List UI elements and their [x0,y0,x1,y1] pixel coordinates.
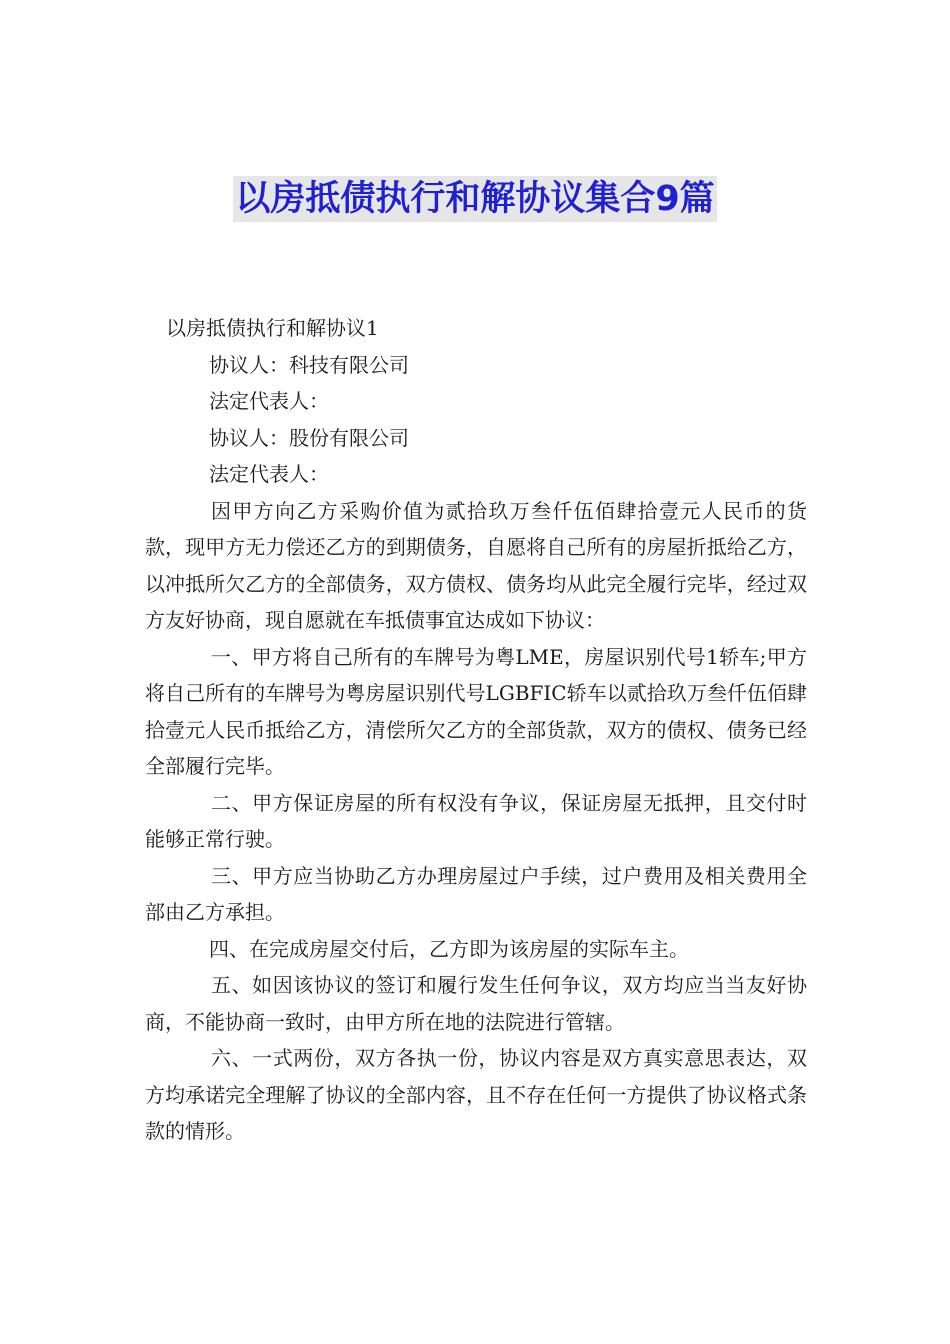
intro-paragraph: 因甲方向乙方采购价值为贰拾玖万叁仟伍佰肆拾壹元人民币的货款，现甲方无力偿还乙方的到期债务，自愿将自己所有的房屋折抵给乙方，以冲抵所欠乙方的全部债务，双方债权、债务均从此完全履行完毕，经过双方友好协商，现自愿就在车抵债事宜达成如下协议： [145,498,807,632]
party-line: 协议人：科技有限公司 [209,352,409,377]
party-line: 法定代表人： [209,462,329,486]
clause-paragraph: 四、在完成房屋交付后，乙方即为该房屋的实际车主。 [209,936,689,961]
section-title: 以房抵债执行和解协议1 [166,316,379,340]
clause-paragraph: 二、甲方保证房屋的所有权没有争议，保证房屋无抵押，且交付时能够正常行驶。 [145,790,807,851]
clause-paragraph: 六、一式两份，双方各执一份，协议内容是双方真实意思表达，双方均承诺完全理解了协议的全部内容，且不存在任何一方提供了协议格式条款的情形。 [145,1046,807,1143]
document-title: 以房抵债执行和解协议集合9篇 [233,176,716,222]
clause-paragraph: 一、甲方将自己所有的车牌号为粤LME，房屋识别代号1轿车;甲方将自己所有的车牌号为粤房屋识别代号LGBFIC轿车以贰拾玖万叁仟伍佰肆拾壹元人民币抵给乙方，清偿所欠乙方的全部货款，双方的债权、债务已经全部履行完毕。 [145,644,807,778]
clause-paragraph: 三、甲方应当协助乙方办理房屋过户手续，过户费用及相关费用全部由乙方承担。 [145,863,807,924]
document-body [145,310,807,1150]
clause-paragraph: 五、如因该协议的签订和履行发生任何争议，双方均应当当友好协商，不能协商一致时，由甲方所在地的法院进行管辖。 [145,973,807,1034]
party-line: 协议人：股份有限公司 [209,425,409,450]
party-line: 法定代表人： [209,389,329,413]
title-container [0,176,950,222]
